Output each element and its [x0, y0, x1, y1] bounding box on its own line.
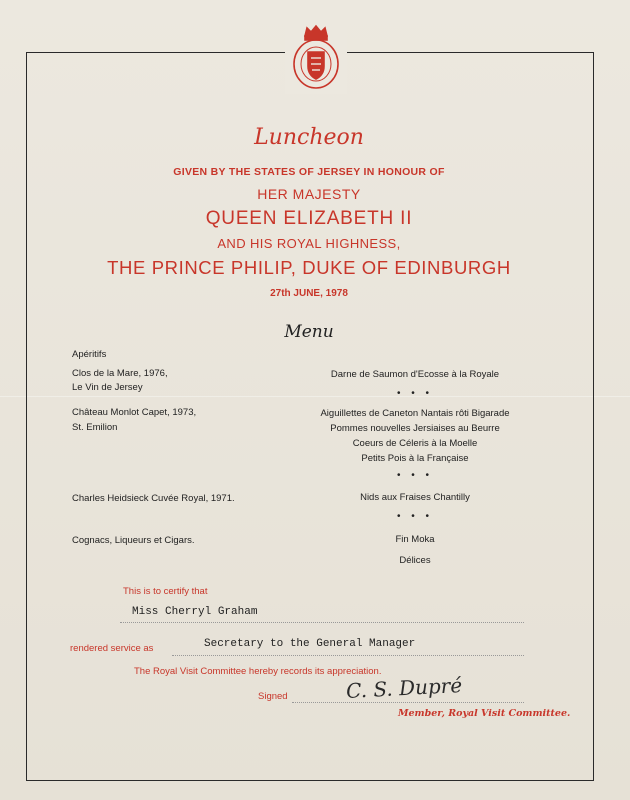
recipient-name: Miss Cherryl Graham — [132, 606, 258, 618]
menu-title: Menu — [284, 322, 334, 342]
wine-item: Château Monlot Capet, 1973, — [72, 407, 197, 418]
aperitifs-heading: Apéritifs — [72, 349, 107, 360]
royal-highness-line: AND HIS ROYAL HIGHNESS, — [217, 236, 401, 251]
course-separator: • • • — [396, 511, 434, 522]
luncheon-title: Luncheon — [254, 125, 364, 150]
role-dotted-line — [172, 655, 524, 656]
course-item: Coeurs de Céleris à la Moelle — [352, 438, 478, 449]
wine-item: Le Vin de Jersey — [72, 382, 143, 393]
wine-item: St. Emilion — [72, 422, 118, 433]
wine-item: Clos de la Mare, 1976, — [72, 368, 168, 379]
handwritten-signature: C. S. Dupré — [345, 672, 463, 704]
course-item: Aiguillettes de Caneton Nantais rôti Bigarade — [320, 408, 510, 419]
wine-item: Charles Heidsieck Cuvée Royal, 1971. — [72, 493, 235, 504]
rendered-service-label: rendered service as — [70, 643, 154, 654]
event-date: 27th JUNE, 1978 — [270, 288, 348, 299]
signed-label: Signed — [258, 691, 288, 702]
queen-line: QUEEN ELIZABETH II — [205, 208, 413, 229]
course-item: Nids aux Fraises Chantilly — [360, 492, 470, 503]
course-item: Délices — [399, 555, 431, 566]
her-majesty-line: HER MAJESTY — [257, 186, 361, 202]
wine-item: Cognacs, Liqueurs et Cigars. — [72, 535, 195, 546]
recipient-role: Secretary to the General Manager — [204, 638, 416, 650]
prince-line: THE PRINCE PHILIP, DUKE OF EDINBURGH — [107, 257, 511, 278]
states-of-jersey-crest-icon — [285, 22, 347, 94]
appreciation-text: The Royal Visit Committee hereby records its appreciation. — [134, 666, 382, 677]
member-title: Member, Royal Visit Committee. — [398, 708, 571, 719]
name-dotted-line — [120, 622, 524, 623]
course-separator: • • • — [396, 388, 434, 399]
certify-label: This is to certify that — [123, 586, 208, 597]
course-item: Petits Pois à la Française — [361, 453, 469, 464]
course-item: Darne de Saumon d'Ecosse à la Royale — [330, 369, 500, 380]
course-item: Pommes nouvelles Jersiaises au Beurre — [330, 423, 500, 434]
course-separator: • • • — [396, 470, 434, 481]
given-by-line: GIVEN BY THE STATES OF JERSEY IN HONOUR OF — [173, 166, 445, 178]
course-item: Fin Moka — [395, 534, 435, 545]
signature-dotted-line — [292, 702, 524, 703]
